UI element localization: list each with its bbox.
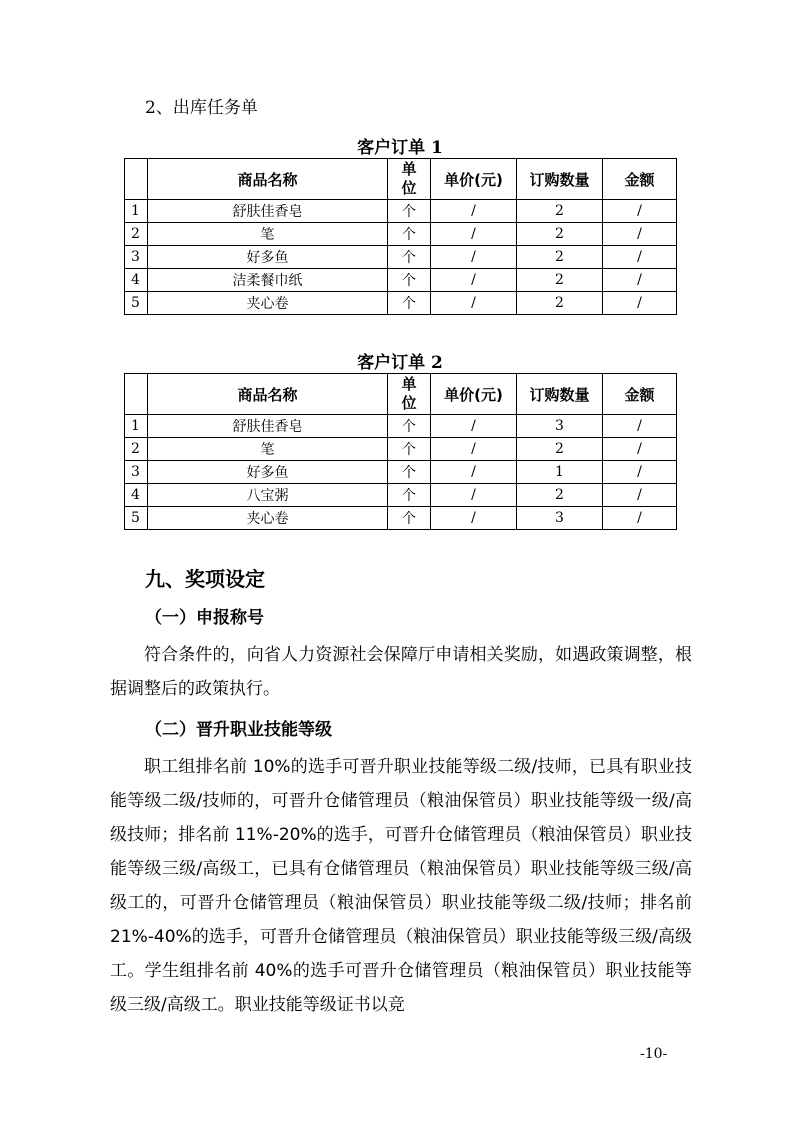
cell-product-name: 洁柔餐巾纸 (148, 269, 388, 292)
cell-product-name: 笔 (148, 223, 388, 246)
cell-amount: / (603, 438, 677, 461)
table-row (125, 461, 677, 484)
cell-amount: / (603, 200, 677, 223)
cell-quantity: 2 (517, 200, 603, 223)
order-table-1 (124, 158, 677, 315)
cell-unit: 个 (388, 200, 431, 223)
cell-unit-price: / (431, 484, 517, 507)
cell-unit-price: / (431, 415, 517, 438)
subheading-skill-promotion: （二）晋升职业技能等级 (145, 720, 332, 740)
cell-index: 4 (125, 269, 148, 292)
table-row (125, 292, 677, 315)
cell-index: 5 (125, 507, 148, 530)
header-cell-index (125, 159, 148, 200)
header-unit-line-2: 位 (401, 394, 417, 412)
cell-product-name: 好多鱼 (148, 246, 388, 269)
cell-amount: / (603, 246, 677, 269)
table-row (125, 223, 677, 246)
header-cell-name: 商品名称 (148, 374, 388, 415)
header-cell-amount: 金额 (603, 374, 677, 415)
cell-quantity: 1 (517, 461, 603, 484)
cell-unit-price: / (431, 461, 517, 484)
cell-unit-price: / (431, 246, 517, 269)
header-cell-unit (388, 159, 431, 200)
table-row (125, 200, 677, 223)
cell-index: 2 (125, 223, 148, 246)
cell-unit: 个 (388, 461, 431, 484)
cell-unit: 个 (388, 223, 431, 246)
cell-unit-price: / (431, 200, 517, 223)
cell-quantity: 2 (517, 292, 603, 315)
header-cell-amount: 金额 (603, 159, 677, 200)
cell-amount: / (603, 292, 677, 315)
cell-unit: 个 (388, 292, 431, 315)
cell-product-name: 舒肤佳香皂 (148, 200, 388, 223)
cell-product-name: 夹心卷 (148, 507, 388, 530)
subheading-title: （一）申报称号 (145, 608, 264, 628)
cell-unit-price: / (431, 507, 517, 530)
cell-product-name: 舒肤佳香皂 (148, 415, 388, 438)
table-row (125, 438, 677, 461)
cell-quantity: 2 (517, 223, 603, 246)
cell-unit: 个 (388, 415, 431, 438)
header-cell-quantity: 订购数量 (517, 374, 603, 415)
cell-product-name: 夹心卷 (148, 292, 388, 315)
cell-unit: 个 (388, 438, 431, 461)
cell-index: 1 (125, 415, 148, 438)
cell-quantity: 2 (517, 269, 603, 292)
paragraph-title-application: 符合条件的，向省人力资源社会保障厅申请相关奖励，如遇政策调整，根据调整后的政策执行。 (110, 645, 692, 699)
cell-amount: / (603, 484, 677, 507)
header-unit-line-2: 位 (401, 179, 417, 197)
table-row (125, 415, 677, 438)
cell-unit-price: / (431, 223, 517, 246)
paragraph-skill-promotion: 职工组排名前 10%的选手可晋升职业技能等级二级/技师，已具有职业技能等级二级/技师的，可晋升仓储管理员（粮油保管员）职业技能等级一级/高级技师；排名前 11%-20%的选手，可晋升仓储管理员（粮油保管员）职业技能等级三级/高级工，已具有仓储管理员（粮油保管员）职业技能等级三级/高级工的，可晋升仓储管理员（粮油保管员）职业技能等级二级/技师；排名前 21%-40%的选手，可晋升仓储管理员（粮油保管员）职业技能等级三级/高级工。学生组排名前 40%的选手可晋升仓储管理员（粮油保管员）职业技能等级三级/高级工。职业技能等级证书以竞 (110, 757, 692, 1015)
cell-unit-price: / (431, 269, 517, 292)
order-table-2 (124, 373, 677, 530)
header-cell-price: 单价(元) (431, 374, 517, 415)
cell-unit: 个 (388, 484, 431, 507)
section-label: 2、出库任务单 (145, 98, 258, 118)
table-row (125, 507, 677, 530)
cell-product-name: 八宝粥 (148, 484, 388, 507)
cell-index: 5 (125, 292, 148, 315)
header-unit-line-1: 单 (401, 160, 417, 178)
table-row (125, 484, 677, 507)
table-row (125, 246, 677, 269)
section-heading-awards: 九、奖项设定 (145, 567, 265, 591)
cell-quantity: 2 (517, 438, 603, 461)
cell-amount: / (603, 461, 677, 484)
cell-quantity: 2 (517, 246, 603, 269)
cell-quantity: 3 (517, 415, 603, 438)
header-cell-name: 商品名称 (148, 159, 388, 200)
cell-index: 4 (125, 484, 148, 507)
cell-amount: / (603, 507, 677, 530)
table-row (125, 269, 677, 292)
cell-index: 2 (125, 438, 148, 461)
cell-quantity: 3 (517, 507, 603, 530)
cell-unit: 个 (388, 507, 431, 530)
cell-index: 1 (125, 200, 148, 223)
cell-product-name: 好多鱼 (148, 461, 388, 484)
table-title-order-1: 客户订单 1 (357, 138, 443, 158)
table-header-row (125, 374, 677, 415)
cell-index: 3 (125, 246, 148, 269)
header-unit-line-1: 单 (401, 375, 417, 393)
cell-index: 3 (125, 461, 148, 484)
cell-unit-price: / (431, 292, 517, 315)
cell-unit: 个 (388, 269, 431, 292)
table-header-row (125, 159, 677, 200)
cell-amount: / (603, 223, 677, 246)
header-cell-index (125, 374, 148, 415)
cell-unit: 个 (388, 246, 431, 269)
header-cell-price: 单价(元) (431, 159, 517, 200)
header-cell-unit (388, 374, 431, 415)
cell-product-name: 笔 (148, 438, 388, 461)
page-number: -10- (640, 1046, 668, 1062)
cell-amount: / (603, 269, 677, 292)
cell-quantity: 2 (517, 484, 603, 507)
cell-unit-price: / (431, 438, 517, 461)
table-title-order-2: 客户订单 2 (357, 353, 443, 373)
cell-amount: / (603, 415, 677, 438)
header-cell-quantity: 订购数量 (517, 159, 603, 200)
